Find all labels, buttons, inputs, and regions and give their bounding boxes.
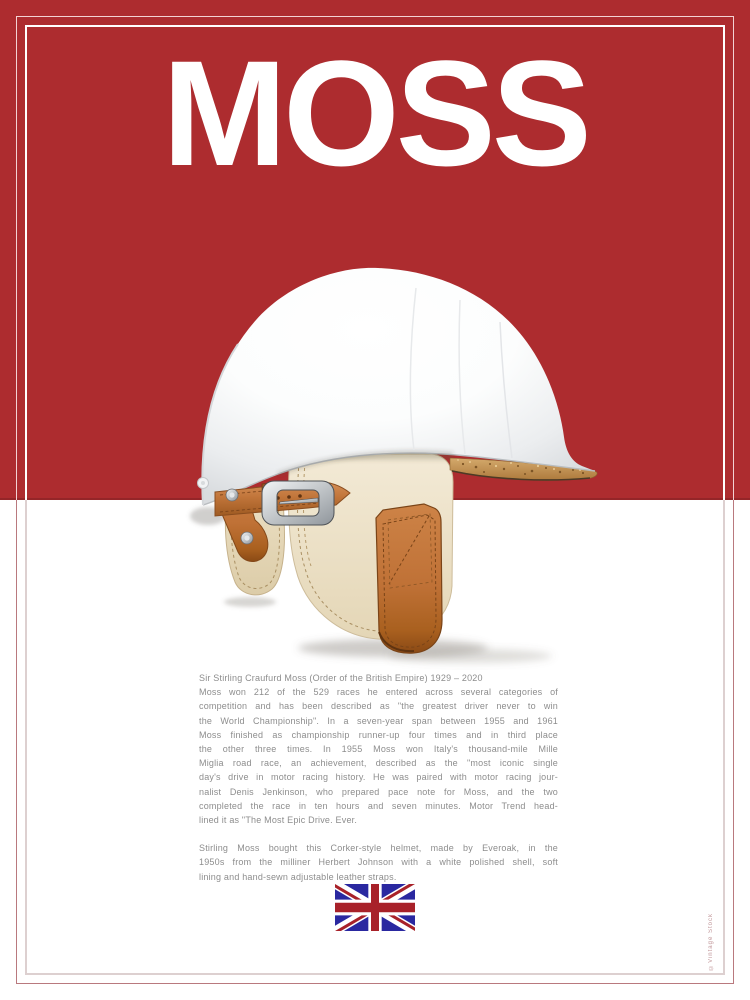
chin-strap [376,504,442,653]
bio-text-block [199,671,558,884]
bio-line: competition and has been described as "the greatest driver never to win [199,701,558,712]
bio-line: nalist Denis Jenkinson, who prepared pace note for Moss, and the two [199,786,558,797]
helmet-illustration [178,252,608,672]
bio-line: lining and hand-sewn adjustable leather straps. [199,871,397,882]
bio-line: Sir Stirling Craufurd Moss (Order of the British Empire) 1929 – 2020 [199,673,483,683]
union-jack-flag [335,884,415,931]
poster-title: MOSS [162,29,588,197]
bio-line: 1950s from the milliner Herbert Johnson with a white polished shell, soft [199,857,558,868]
bio-line: completed the race in ten hours and seven minutes. Motor Trend head- [199,800,558,811]
bio-line: the World Championship". In a seven-year span between 1955 and 1961 [199,715,558,726]
bio-line: Stirling Moss bought this Corker-style helmet, made by Everoak, in the [199,843,558,854]
bio-paragraph-2 [199,841,558,884]
designer-credit: ©Vintage Stock [708,913,714,970]
bio-line: Moss won 212 of the 529 races he entered across several categories of [199,687,558,698]
metal-buckle [262,481,334,525]
bio-line: Moss finished as championship runner-up four times and in third place [199,729,558,740]
bio-line: day's drive in motor racing history. He was paired with motor racing jour- [199,772,558,783]
bio-line: the other three times. In 1955 Moss won Italy's thousand-mile Mille [199,744,558,755]
bio-line: lined it as "The Most Epic Drive. Ever. [199,815,358,826]
bio-paragraph-1 [199,671,558,827]
bio-line: Miglia road race, an achievement, described as the "most iconic single [199,758,558,769]
